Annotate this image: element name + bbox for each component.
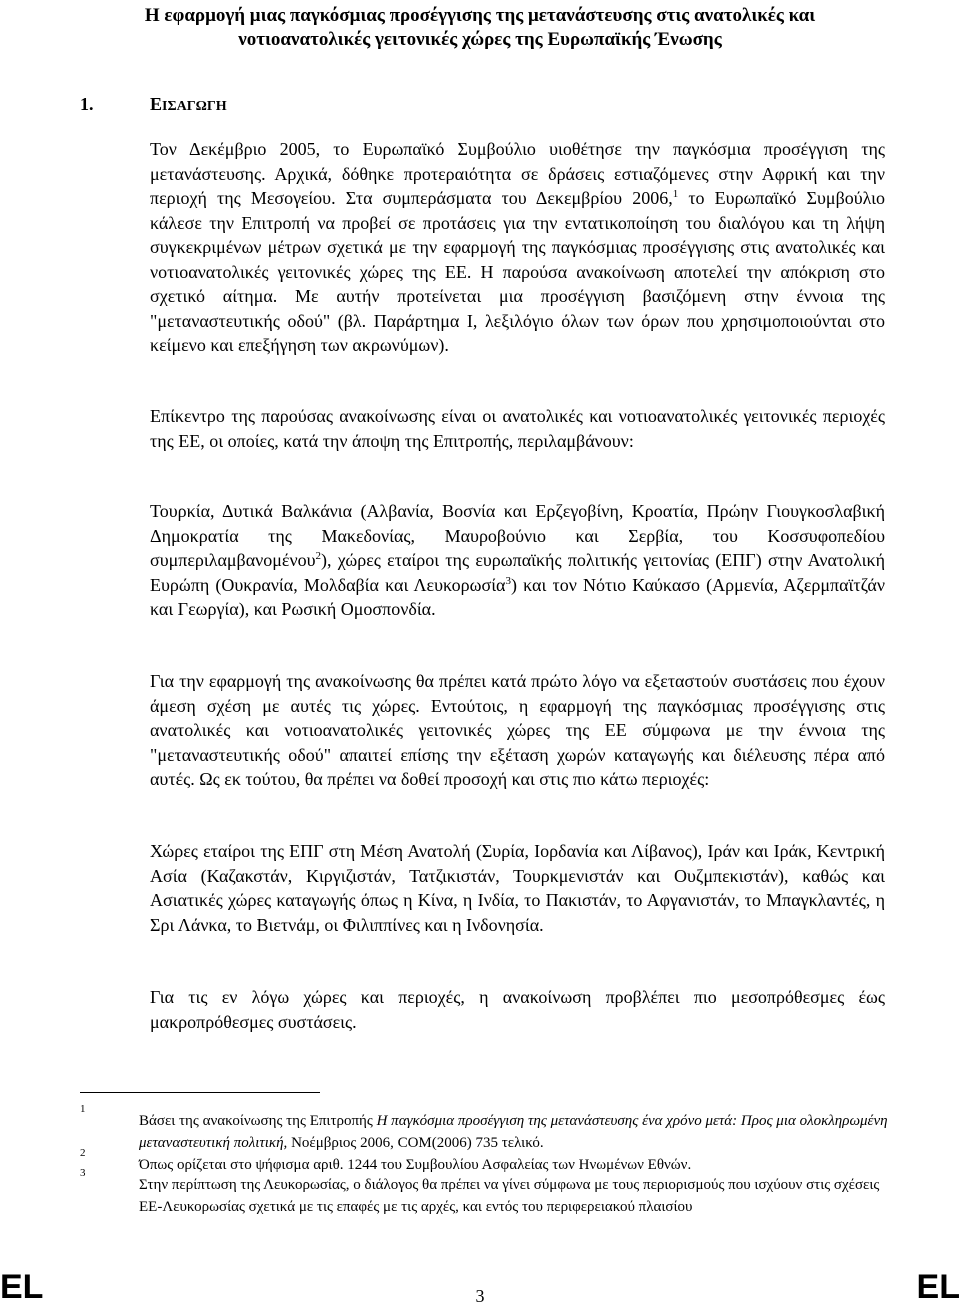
document-title xyxy=(60,4,900,52)
footnote-text-part-a: Βάσει της ανακοίνωσης της Επιτροπής xyxy=(139,1113,377,1129)
document-title-line-2: νοτιοανατολικές γειτονικές χώρες της Ευρωπαϊκής Ένωσης xyxy=(238,29,722,50)
paragraph-focus: Επίκεντρο της παρούσας ανακοίνωσης είναι οι ανατολικές και νοτιοανατολικές γειτονικές περιοχές της ΕΕ, οι οποίες, κατά την άποψη της Επιτροπής, περιλαμβάνουν: xyxy=(150,406,885,451)
footer-language-left: EL xyxy=(0,1268,44,1306)
document-title-line-1: Η εφαρμογή μιας παγκόσμιας προσέγγισης της μετανάστευσης στις ανατολικές και xyxy=(144,5,816,26)
section-title-initial: Ε xyxy=(150,94,163,114)
footnote-ref-1[interactable]: 1 xyxy=(672,188,679,200)
footnote-number: 3 xyxy=(80,1167,86,1179)
footer-language-right: EL xyxy=(916,1268,960,1306)
section-heading xyxy=(80,92,227,119)
footnote-number: 2 xyxy=(80,1147,86,1159)
paragraph-other-regions: Χώρες εταίροι της ΕΠΓ στη Μέση Ανατολή (Συρία, Ιορδανία και Λίβανος), Ιράν και Ιράκ, Κεντρική Ασία (Καζακστάν, Κιργιζιστάν, Τατζικιστάν, Τουρκμενιστάν και Ουζμπεκιστάν), καθώς και Ασιατικές χώρες καταγωγής όπως η Κίνα, η Ινδία, το Πακιστάν, το Αφγανιστάν, το Μπαγκλαντές, η Σρι Λάνκα, το Βιετνάμ, οι Φιλιππίνες και η Ινδονησία. xyxy=(150,841,885,935)
footnote-separator xyxy=(80,1092,320,1093)
paragraph-intro-part-b: το Ευρωπαϊκό Συμβούλιο κάλεσε την Επιτροπή να προβεί σε προτάσεις για την εντατικοποίηση του διαλόγου και τη λήψη συγκεκριμένων μέτρων σχετικά με την εφαρμογή της παγκόσμιας προσέγγισης στις ανατολικές και νοτιοανατολικές γειτονικές χώρες της ΕΕ. Η παρούσα ανακοίνωση αποτελεί την απόκριση στο σχετικό αίτημα. Με αυτήν προτείνεται μια προσέγγιση βασιζόμενη στην έννοια της "μεταναστευτικής οδού" (βλ. Παράρτημα Ι, λεξιλόγιο όλων των όρων που χρησιμοποιούνται στο κείμενο και επεξήγηση των ακρωνύμων). xyxy=(150,188,885,355)
paragraph-countries-part-c: ) και τον Νότιο Καύκασο (Αρμενία, Αζερμπαϊτζάν και Γεωργία), και Ρωσική Ομοσπονδία. xyxy=(150,574,886,619)
section-number: 1. xyxy=(80,94,94,114)
paragraph-recommendations: Για τις εν λόγω χώρες και περιοχές, η ανακοίνωση προβλέπει πιο μεσοπρόθεσμες έως μακροπρόθεσμες συστάσεις. xyxy=(150,987,885,1032)
footnote-ref-2[interactable]: 2 xyxy=(315,550,322,562)
footnote-number: 1 xyxy=(80,1103,86,1115)
footnote-text: Όπως ορίζεται στο ψήφισμα αριθ. 1244 του Συμβουλίου Ασφαλείας των Ηνωμένων Εθνών. xyxy=(139,1157,692,1173)
page-number: 3 xyxy=(475,1286,485,1306)
section-title-rest: ΙΣΑΓΩΓΗ xyxy=(162,99,227,114)
footnote-cited-title: Η παγκόσμια προσέγγιση της μετανάστευσης ένα χρόνο μετά: Προς μια ολοκληρωμένη μεταναστευτική πολιτική, xyxy=(139,1113,888,1151)
footnote-text: Στην περίπτωση της Λευκορωσίας, ο διάλογος θα πρέπει να γίνει σύμφωνα με τους περιορισμούς που ισχύουν στις σχέσεις ΕΕ-Λευκορωσίας σχετικά με τις επαφές με τις αρχές, και εντός του περιφερειακού πλαισίου xyxy=(139,1177,880,1215)
footnote-3 xyxy=(80,1167,890,1218)
paragraph-countries xyxy=(150,499,885,622)
footnote-text-part-b: Νοέμβριος 2006, COM(2006) 735 τελικό. xyxy=(287,1135,544,1151)
footnote-1 xyxy=(80,1103,890,1154)
paragraph-countries-part-a: Τουρκία, Δυτικά Βαλκάνια (Αλβανία, Βοσνία και Ερζεγοβίνη, Κροατία, Πρώην Γιουγκοσλαβική Δημοκρατία της Μακεδονίας, Μαυροβούνιο και Σερβία, του Κοσσυφοπεδίου συμπεριλαμβανομένου xyxy=(150,501,885,570)
paragraph-intro xyxy=(150,137,885,358)
footnote-ref-3[interactable]: 3 xyxy=(505,574,511,587)
paragraph-countries-part-b: ), χώρες εταίροι της ευρωπαϊκής πολιτικής γειτονίας (ΕΠΓ) στην Ανατολική Ευρώπη (Ουκρανία, Μολδαβία και Λευκορωσία xyxy=(150,550,885,595)
footnote-text xyxy=(139,1110,890,1154)
paragraph-intro-part-a: Τον Δεκέμβριο 2005, το Ευρωπαϊκό Συμβούλιο υιοθέτησε την παγκόσμια προσέγγιση της μετανάστευσης. Αρχικά, δόθηκε προτεραιότητα σε δράσεις εστιαζόμενες στην Αφρική και την περιοχή της Μεσογείου. Στα συμπεράσματα του Δεκεμβρίου 2006, xyxy=(150,139,885,208)
footnote-2 xyxy=(80,1147,890,1176)
paragraph-implementation: Για την εφαρμογή της ανακοίνωσης θα πρέπει κατά πρώτο λόγο να εξεταστούν συστάσεις που έχουν άμεση σχέση με αυτές τις χώρες. Εντούτοις, η εφαρμογή της παγκόσμιας προσέγγισης στις ανατολικές και νοτιοανατολικές γειτονικές χώρες της ΕΕ σύμφωνα με την έννοια της "μεταναστευτικής οδού" απαιτεί επίσης την εξέταση χωρών καταγωγής και διέλευσης πέρα από αυτές. Ως εκ τούτου, θα πρέπει να δοθεί προσοχή και στις πιο κάτω περιοχές: xyxy=(150,671,885,789)
